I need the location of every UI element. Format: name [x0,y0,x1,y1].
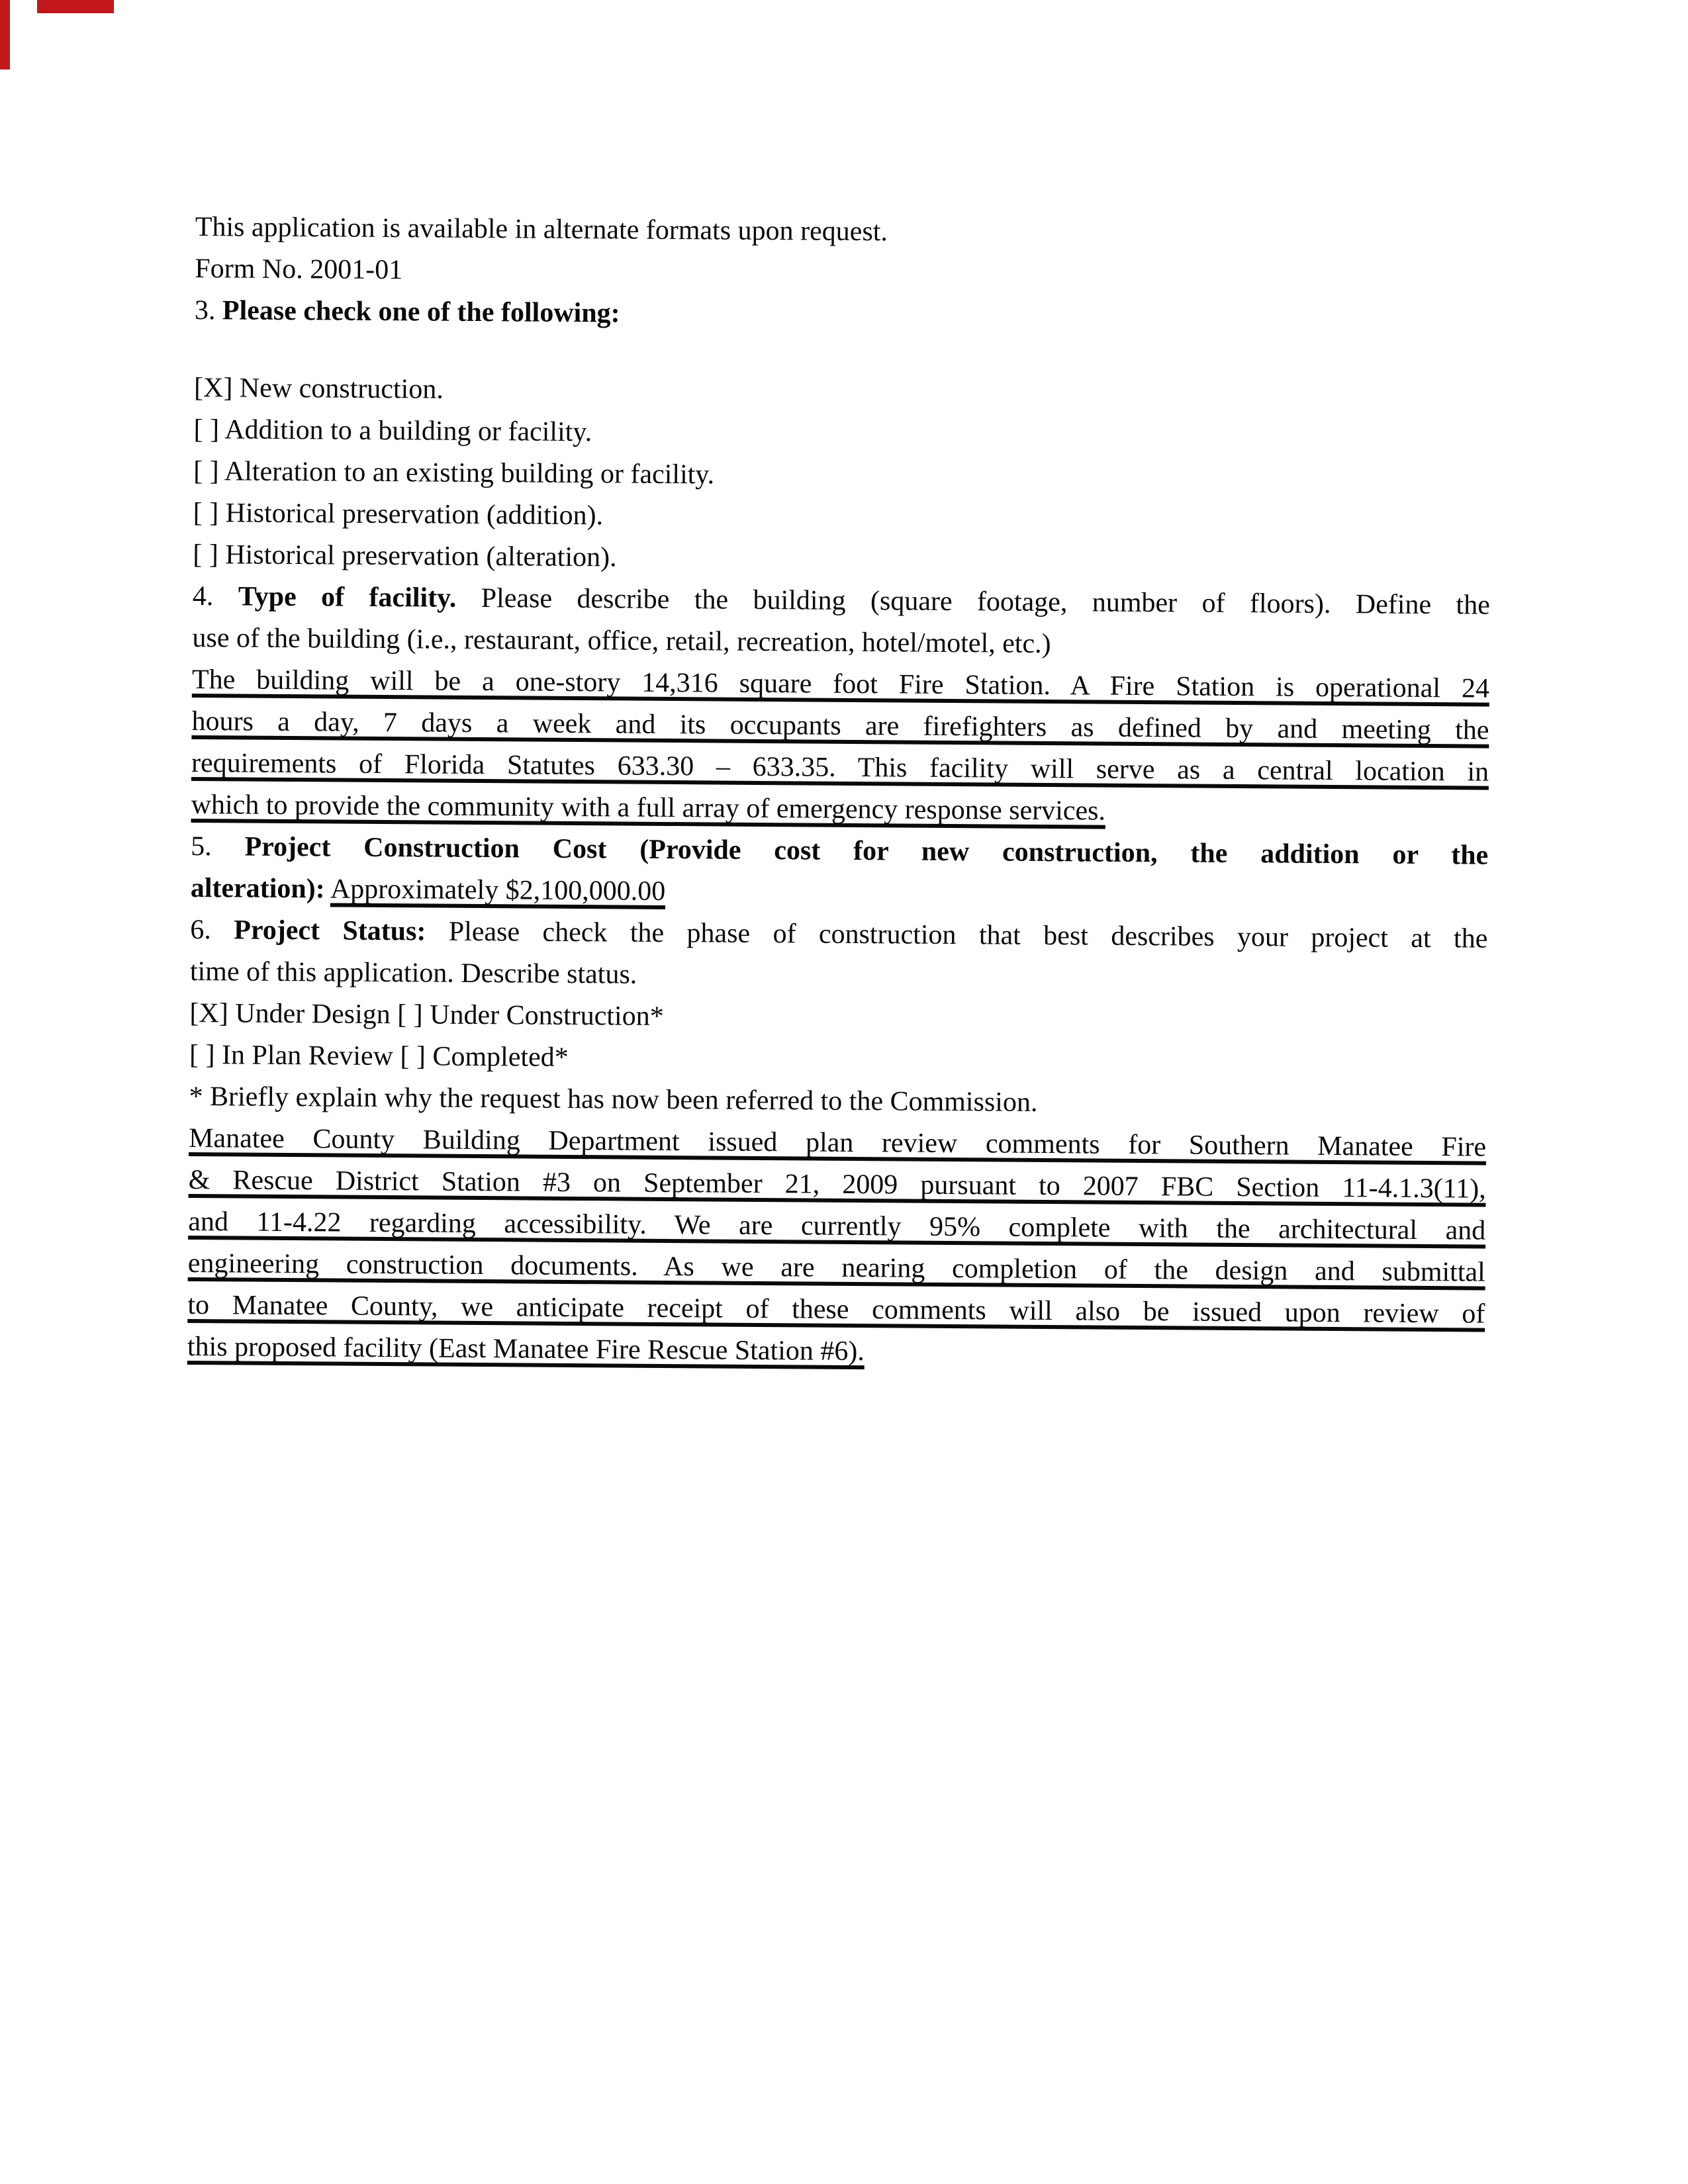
section6-answer [187,1118,1487,1377]
section5-prompt [191,826,1489,919]
checkbox-label-in-plan-review: In Plan Review [221,1040,394,1072]
section4-prompt [192,576,1490,668]
section4-title: Type of facility. [238,581,457,614]
checkbox-in-plan-review[interactable]: [ ] [189,1039,215,1071]
checkbox-label-under-design: Under Design [235,998,391,1030]
checkbox-new-construction[interactable]: [X] [193,372,233,404]
section5-title-cont: alteration): [190,872,325,905]
section3-heading [195,290,1492,341]
section4-answer-line4: which to provide the community with a full array of emergency response services. [191,789,1106,827]
section5-answer: Approximately $2,100,000.00 [330,874,666,907]
section4-answer [191,659,1489,835]
intro-block [195,206,1493,299]
checkbox-under-design[interactable]: [X] [189,997,228,1029]
scan-artifact-red-mark-vertical [0,0,10,69]
checkbox-under-construction[interactable]: [ ] [397,999,423,1030]
checkbox-historical-alteration[interactable]: [ ] [193,539,218,570]
section6-answer-line2: & Rescue District Station #3 on September 21, 2009 pursuant to 2007 FBC Section 11-4.1.3(11), [188,1164,1486,1205]
section6-prompt-rest: Please check the phase of construction that best describes your project at the [448,916,1488,954]
section4-prompt-rest: Please describe the building (square footage, number of floors). Define the [481,583,1491,621]
document-content [187,206,1493,1377]
checkbox-label-historical-alteration: Historical preservation (alteration). [225,539,617,573]
checkbox-label-under-construction: Under Construction* [430,999,664,1032]
section6-prompt-line2: time of this application. Describe status. [189,956,637,990]
section3-number: 3. [194,295,216,326]
section6-number: 6. [190,914,212,946]
checkbox-label-addition: Addition to a building or facility. [224,414,592,448]
section4-answer-line3: requirements of Florida Statutes 633.30 – 633.35. This facility will serve as a central location in [191,747,1489,788]
checkbox-historical-addition[interactable]: [ ] [193,497,219,529]
section5-number: 5. [191,831,212,862]
scan-artifact-red-mark-horizontal [37,0,114,13]
section6-title: Project Status: [234,915,426,947]
section4-prompt-line2: use of the building (i.e., restaurant, office, retail, recreation, hotel/motel, etc.) [192,622,1051,660]
section6-prompt [190,909,1488,1002]
checkbox-addition[interactable]: [ ] [193,414,220,445]
section6-answer-line3: and 11-4.22 regarding accessibility. We are currently 95% complete with the architectural and [188,1206,1486,1246]
intro-note: This application is available in alternate formats upon request. [195,211,888,248]
section6-answer-line1: Manatee County Building Department issued plan review comments for Southern Manatee Fire [189,1122,1487,1163]
section4-answer-line2: hours a day, 7 days a week and its occupants are firefighters as defined by and meeting the [191,705,1489,746]
commission-footnote: * Briefly explain why the request has now been referred to the Commission. [189,1081,1038,1118]
section4-number: 4. [192,580,214,612]
checkbox-completed[interactable]: [ ] [400,1041,426,1072]
checkbox-label-completed: Completed* [432,1041,569,1073]
section6-answer-line5: to Manatee County, we anticipate receipt of these comments will also be issued upon review of [187,1289,1485,1330]
checkbox-label-alteration: Alteration to an existing building or facility. [224,456,715,490]
section3-title: Please check one of the following: [222,295,620,329]
checkbox-label-new-construction: New construction. [239,373,444,405]
checkbox-label-historical-addition: Historical preservation (addition). [225,498,604,531]
checkbox-alteration[interactable]: [ ] [193,455,219,487]
section6-answer-line6: this proposed facility (East Manatee Fire Rescue Station #6). [187,1331,865,1367]
section6-answer-line4: engineering construction documents. As we are nearing completion of the design and submittal [187,1248,1485,1288]
section5-title: Project Construction Cost (Provide cost for new construction, the addition or the [244,831,1489,871]
form-number: Form No. 2001-01 [195,253,403,286]
section4-answer-line1: The building will be a one-story 14,316 square foot Fire Station. A Fire Station is operational 24 [191,664,1490,704]
